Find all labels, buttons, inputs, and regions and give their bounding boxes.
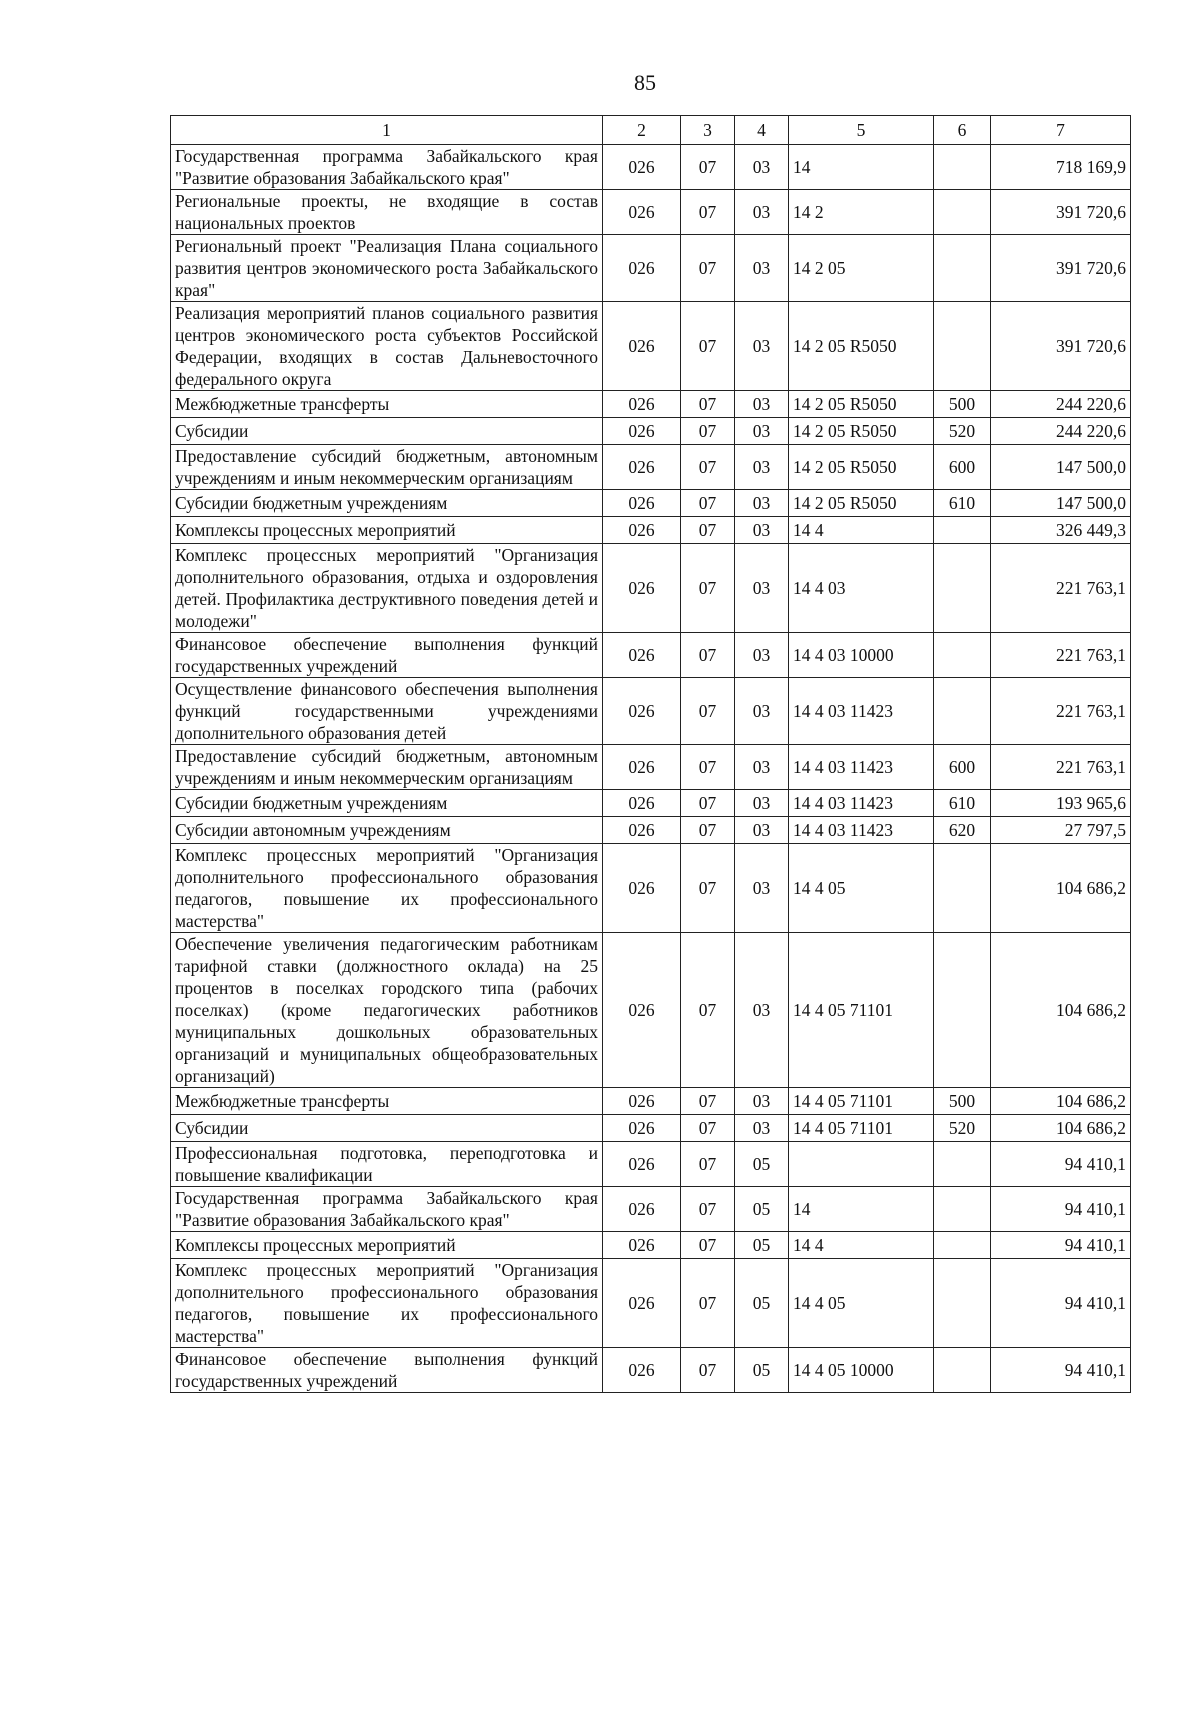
row-type-cell [934, 1142, 991, 1187]
table-row [171, 1232, 1131, 1259]
row-section-cell: 07 [681, 544, 735, 633]
row-target-cell: 14 2 05 R5050 [789, 302, 934, 391]
row-code-cell: 026 [603, 790, 681, 817]
row-code-cell: 026 [603, 302, 681, 391]
header-cell: 3 [681, 116, 735, 145]
row-type-cell [934, 1232, 991, 1259]
row-section-cell: 07 [681, 1187, 735, 1232]
row-amount-cell: 391 720,6 [991, 235, 1131, 302]
row-amount-cell: 326 449,3 [991, 517, 1131, 544]
row-section-cell: 07 [681, 490, 735, 517]
row-subsection-cell: 05 [735, 1142, 789, 1187]
table-row [171, 745, 1131, 790]
row-section-cell: 07 [681, 678, 735, 745]
table-row [171, 445, 1131, 490]
table-row [171, 235, 1131, 302]
row-subsection-cell: 05 [735, 1348, 789, 1393]
table-row [171, 517, 1131, 544]
row-amount-cell: 27 797,5 [991, 817, 1131, 844]
row-code-cell: 026 [603, 933, 681, 1088]
row-code-cell: 026 [603, 1142, 681, 1187]
row-code-cell: 026 [603, 1232, 681, 1259]
row-target-cell: 14 4 03 11423 [789, 745, 934, 790]
row-target-cell: 14 2 05 R5050 [789, 391, 934, 418]
row-subsection-cell: 03 [735, 235, 789, 302]
table-row [171, 490, 1131, 517]
row-type-cell [934, 1259, 991, 1348]
row-subsection-cell: 03 [735, 790, 789, 817]
table-row [171, 1142, 1131, 1187]
row-name-cell: Субсидии бюджетным учреждениям [171, 790, 603, 817]
row-type-cell [934, 145, 991, 190]
row-subsection-cell: 03 [735, 517, 789, 544]
row-type-cell [934, 933, 991, 1088]
row-code-cell: 026 [603, 490, 681, 517]
table-row [171, 190, 1131, 235]
row-code-cell: 026 [603, 517, 681, 544]
row-name-cell: Предоставление субсидий бюджетным, автономным учреждениям и иным некоммерческим организациям [171, 445, 603, 490]
row-target-cell: 14 4 03 11423 [789, 790, 934, 817]
row-amount-cell: 104 686,2 [991, 1115, 1131, 1142]
row-amount-cell: 244 220,6 [991, 418, 1131, 445]
row-code-cell: 026 [603, 190, 681, 235]
row-target-cell: 14 4 05 10000 [789, 1348, 934, 1393]
budget-table [170, 115, 1131, 1393]
row-section-cell: 07 [681, 145, 735, 190]
row-section-cell: 07 [681, 790, 735, 817]
row-amount-cell: 221 763,1 [991, 633, 1131, 678]
table-row [171, 933, 1131, 1088]
row-type-cell: 500 [934, 391, 991, 418]
row-name-cell: Межбюджетные трансферты [171, 391, 603, 418]
row-target-cell [789, 1142, 934, 1187]
header-cell: 1 [171, 116, 603, 145]
row-subsection-cell: 03 [735, 817, 789, 844]
row-amount-cell: 104 686,2 [991, 1088, 1131, 1115]
row-type-cell: 600 [934, 745, 991, 790]
row-type-cell: 520 [934, 418, 991, 445]
row-amount-cell: 94 410,1 [991, 1187, 1131, 1232]
row-amount-cell: 391 720,6 [991, 190, 1131, 235]
row-type-cell [934, 1348, 991, 1393]
row-code-cell: 026 [603, 1088, 681, 1115]
row-name-cell: Межбюджетные трансферты [171, 1088, 603, 1115]
row-name-cell: Государственная программа Забайкальского края "Развитие образования Забайкальского края" [171, 1187, 603, 1232]
table-row [171, 1187, 1131, 1232]
row-code-cell: 026 [603, 633, 681, 678]
row-amount-cell: 147 500,0 [991, 445, 1131, 490]
table-row [171, 145, 1131, 190]
row-name-cell: Осуществление финансового обеспечения выполнения функций государственными учреждениями дополнительного образования детей [171, 678, 603, 745]
row-subsection-cell: 03 [735, 1115, 789, 1142]
row-section-cell: 07 [681, 1259, 735, 1348]
row-type-cell: 610 [934, 490, 991, 517]
row-subsection-cell: 03 [735, 190, 789, 235]
row-subsection-cell: 03 [735, 302, 789, 391]
row-code-cell: 026 [603, 1115, 681, 1142]
header-cell: 2 [603, 116, 681, 145]
row-code-cell: 026 [603, 418, 681, 445]
table-row [171, 544, 1131, 633]
row-name-cell: Субсидии [171, 418, 603, 445]
row-type-cell [934, 544, 991, 633]
row-name-cell: Предоставление субсидий бюджетным, автономным учреждениям и иным некоммерческим организациям [171, 745, 603, 790]
row-name-cell: Профессиональная подготовка, переподготовка и повышение квалификации [171, 1142, 603, 1187]
row-section-cell: 07 [681, 1348, 735, 1393]
header-cell: 4 [735, 116, 789, 145]
table-row [171, 844, 1131, 933]
row-code-cell: 026 [603, 445, 681, 490]
header-cell: 6 [934, 116, 991, 145]
row-code-cell: 026 [603, 391, 681, 418]
row-section-cell: 07 [681, 817, 735, 844]
row-name-cell: Комплекс процессных мероприятий "Организация дополнительного профессионального образования педагогов, повышение их профессионального мастерства" [171, 844, 603, 933]
table-row [171, 391, 1131, 418]
row-target-cell: 14 4 03 10000 [789, 633, 934, 678]
row-amount-cell: 104 686,2 [991, 844, 1131, 933]
row-name-cell: Региональный проект "Реализация Плана социального развития центров экономического роста Забайкальского края" [171, 235, 603, 302]
row-target-cell: 14 4 03 11423 [789, 817, 934, 844]
row-amount-cell: 94 410,1 [991, 1348, 1131, 1393]
row-type-cell [934, 633, 991, 678]
row-section-cell: 07 [681, 235, 735, 302]
row-code-cell: 026 [603, 1187, 681, 1232]
row-type-cell: 610 [934, 790, 991, 817]
row-subsection-cell: 05 [735, 1232, 789, 1259]
header-row [171, 116, 1131, 145]
row-type-cell [934, 1187, 991, 1232]
row-target-cell: 14 4 05 71101 [789, 1115, 934, 1142]
row-section-cell: 07 [681, 190, 735, 235]
row-subsection-cell: 03 [735, 145, 789, 190]
row-code-cell: 026 [603, 1259, 681, 1348]
table-row [171, 1088, 1131, 1115]
row-target-cell: 14 2 05 [789, 235, 934, 302]
table-row [171, 790, 1131, 817]
row-type-cell [934, 517, 991, 544]
row-code-cell: 026 [603, 844, 681, 933]
table-row [171, 678, 1131, 745]
row-target-cell: 14 2 [789, 190, 934, 235]
row-code-cell: 026 [603, 145, 681, 190]
row-subsection-cell: 03 [735, 678, 789, 745]
row-name-cell: Комплекс процессных мероприятий "Организация дополнительного профессионального образования педагогов, повышение их профессионального мастерства" [171, 1259, 603, 1348]
row-type-cell: 500 [934, 1088, 991, 1115]
row-subsection-cell: 03 [735, 391, 789, 418]
row-code-cell: 026 [603, 544, 681, 633]
row-target-cell: 14 4 [789, 517, 934, 544]
row-code-cell: 026 [603, 235, 681, 302]
row-amount-cell: 104 686,2 [991, 933, 1131, 1088]
row-name-cell: Комплексы процессных мероприятий [171, 517, 603, 544]
row-target-cell: 14 2 05 R5050 [789, 490, 934, 517]
table-row [171, 418, 1131, 445]
row-name-cell: Комплекс процессных мероприятий "Организация дополнительного образования, отдыха и оздоровления детей. Профилактика деструктивного поведения детей и молодежи" [171, 544, 603, 633]
row-amount-cell: 244 220,6 [991, 391, 1131, 418]
row-name-cell: Комплексы процессных мероприятий [171, 1232, 603, 1259]
row-type-cell [934, 235, 991, 302]
row-type-cell [934, 678, 991, 745]
row-subsection-cell: 03 [735, 1088, 789, 1115]
row-section-cell: 07 [681, 745, 735, 790]
header-cell: 7 [991, 116, 1131, 145]
table-row [171, 1259, 1131, 1348]
row-section-cell: 07 [681, 633, 735, 678]
row-amount-cell: 221 763,1 [991, 544, 1131, 633]
row-target-cell: 14 2 05 R5050 [789, 445, 934, 490]
row-amount-cell: 94 410,1 [991, 1232, 1131, 1259]
header-cell: 5 [789, 116, 934, 145]
row-code-cell: 026 [603, 678, 681, 745]
row-subsection-cell: 03 [735, 490, 789, 517]
row-type-cell [934, 844, 991, 933]
row-name-cell: Государственная программа Забайкальского края "Развитие образования Забайкальского края" [171, 145, 603, 190]
row-target-cell: 14 [789, 1187, 934, 1232]
row-section-cell: 07 [681, 418, 735, 445]
row-name-cell: Субсидии автономным учреждениям [171, 817, 603, 844]
row-subsection-cell: 03 [735, 745, 789, 790]
page-number: 85 [634, 70, 656, 95]
row-amount-cell: 94 410,1 [991, 1259, 1131, 1348]
row-target-cell: 14 4 05 [789, 1259, 934, 1348]
row-amount-cell: 221 763,1 [991, 745, 1131, 790]
row-section-cell: 07 [681, 445, 735, 490]
row-subsection-cell: 03 [735, 933, 789, 1088]
row-target-cell: 14 [789, 145, 934, 190]
row-amount-cell: 193 965,6 [991, 790, 1131, 817]
row-amount-cell: 147 500,0 [991, 490, 1131, 517]
row-name-cell: Региональные проекты, не входящие в состав национальных проектов [171, 190, 603, 235]
row-type-cell: 620 [934, 817, 991, 844]
row-section-cell: 07 [681, 1142, 735, 1187]
row-subsection-cell: 05 [735, 1259, 789, 1348]
row-section-cell: 07 [681, 933, 735, 1088]
table-row [171, 817, 1131, 844]
row-amount-cell: 718 169,9 [991, 145, 1131, 190]
row-amount-cell: 94 410,1 [991, 1142, 1131, 1187]
row-name-cell: Финансовое обеспечение выполнения функций государственных учреждений [171, 1348, 603, 1393]
row-target-cell: 14 4 05 [789, 844, 934, 933]
row-amount-cell: 391 720,6 [991, 302, 1131, 391]
row-type-cell [934, 190, 991, 235]
row-type-cell [934, 302, 991, 391]
row-target-cell: 14 2 05 R5050 [789, 418, 934, 445]
row-target-cell: 14 4 05 71101 [789, 1088, 934, 1115]
table-row [171, 302, 1131, 391]
table-row [171, 633, 1131, 678]
row-subsection-cell: 05 [735, 1187, 789, 1232]
row-code-cell: 026 [603, 817, 681, 844]
row-subsection-cell: 03 [735, 844, 789, 933]
row-section-cell: 07 [681, 844, 735, 933]
row-subsection-cell: 03 [735, 544, 789, 633]
row-section-cell: 07 [681, 1232, 735, 1259]
row-subsection-cell: 03 [735, 418, 789, 445]
table-row [171, 1115, 1131, 1142]
row-amount-cell: 221 763,1 [991, 678, 1131, 745]
row-code-cell: 026 [603, 745, 681, 790]
row-name-cell: Субсидии бюджетным учреждениям [171, 490, 603, 517]
row-subsection-cell: 03 [735, 633, 789, 678]
row-section-cell: 07 [681, 302, 735, 391]
row-target-cell: 14 4 05 71101 [789, 933, 934, 1088]
row-type-cell: 520 [934, 1115, 991, 1142]
row-target-cell: 14 4 [789, 1232, 934, 1259]
row-subsection-cell: 03 [735, 445, 789, 490]
row-section-cell: 07 [681, 517, 735, 544]
row-name-cell: Субсидии [171, 1115, 603, 1142]
row-code-cell: 026 [603, 1348, 681, 1393]
row-target-cell: 14 4 03 [789, 544, 934, 633]
row-target-cell: 14 4 03 11423 [789, 678, 934, 745]
row-name-cell: Реализация мероприятий планов социального развития центров экономического роста субъектов Российской Федерации, входящих в состав Дальневосточного федерального округа [171, 302, 603, 391]
row-section-cell: 07 [681, 391, 735, 418]
row-name-cell: Обеспечение увеличения педагогическим работникам тарифной ставки (должностного оклада) на 25 процентов в поселках городского типа (рабочих поселках) (кроме педагогических работников муниципальных дошкольных образовательных организаций и муниципальных общеобразовательных организаций) [171, 933, 603, 1088]
row-type-cell: 600 [934, 445, 991, 490]
table-row [171, 1348, 1131, 1393]
row-name-cell: Финансовое обеспечение выполнения функций государственных учреждений [171, 633, 603, 678]
row-section-cell: 07 [681, 1088, 735, 1115]
row-section-cell: 07 [681, 1115, 735, 1142]
